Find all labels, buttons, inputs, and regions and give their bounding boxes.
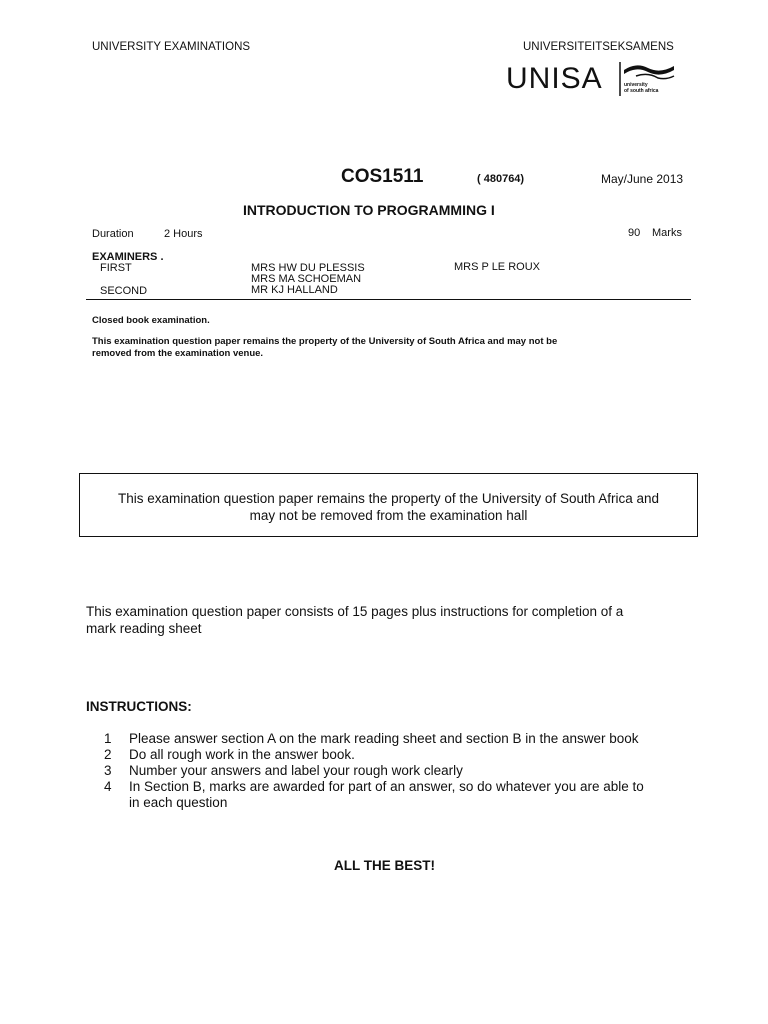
exam-date: May/June 2013 bbox=[601, 172, 684, 186]
instruction-item bbox=[104, 779, 644, 795]
instruction-item bbox=[104, 747, 644, 763]
duration-value: 2 Hours bbox=[164, 228, 203, 240]
instruction-number: 1 bbox=[104, 731, 112, 746]
notice-line1: This examination question paper remains the property of the University of South Africa and bbox=[117, 491, 660, 506]
exam-title: INTRODUCTION TO PROGRAMMING I bbox=[243, 202, 495, 218]
instruction-text: Do all rough work in the answer book. bbox=[129, 747, 355, 762]
header-divider bbox=[86, 299, 691, 300]
instructions-heading: INSTRUCTIONS: bbox=[86, 699, 192, 714]
instruction-text: Number your answers and label your rough work clearly bbox=[129, 763, 463, 778]
marks-label: Marks bbox=[652, 227, 682, 239]
header-left: UNIVERSITY EXAMINATIONS bbox=[92, 41, 251, 53]
logo-mark-icon bbox=[618, 60, 678, 100]
course-code: COS1511 bbox=[341, 166, 424, 187]
examiner-first-1: MRS HW DU PLESSIS bbox=[251, 262, 365, 274]
logo-sub-1: university bbox=[624, 82, 648, 88]
property-notice-box bbox=[79, 473, 698, 537]
instruction-text-continued: in each question bbox=[129, 795, 228, 810]
instruction-number: 2 bbox=[104, 747, 112, 762]
examiner-second: MR KJ HALLAND bbox=[251, 284, 338, 296]
instruction-number: 3 bbox=[104, 763, 112, 778]
instruction-item bbox=[104, 731, 644, 747]
closing-message: ALL THE BEST! bbox=[334, 858, 435, 873]
examiners-second-label: SECOND bbox=[100, 285, 148, 297]
examiner-first-2: MRS MA SCHOEMAN bbox=[251, 273, 362, 285]
closed-book-note: Closed book examination. bbox=[92, 315, 210, 326]
instruction-text: Please answer section A on the mark reading sheet and section B in the answer book bbox=[129, 731, 639, 746]
notice-line2: may not be removed from the examination hall bbox=[249, 508, 528, 523]
instruction-item bbox=[104, 763, 644, 779]
examiners-label: EXAMINERS . bbox=[92, 251, 164, 263]
duration-label: Duration bbox=[92, 228, 134, 240]
property-note-line2: removed from the examination venue. bbox=[92, 348, 264, 359]
instruction-number: 4 bbox=[104, 779, 112, 794]
examiners-first-label: FIRST bbox=[100, 262, 132, 274]
exam-number: ( 480764) bbox=[477, 173, 525, 185]
instructions-list bbox=[104, 731, 644, 811]
logo-sub-2: of south africa bbox=[624, 88, 659, 94]
marks-value: 90 bbox=[628, 227, 641, 239]
examiner-other: MRS P LE ROUX bbox=[454, 261, 540, 273]
pages-line1: This examination question paper consists of 15 pages plus instructions for completion of a bbox=[86, 604, 624, 619]
logo-text: UNISA bbox=[506, 62, 603, 95]
pages-line2: mark reading sheet bbox=[86, 621, 202, 636]
header-right: UNIVERSITEITSEKSAMENS bbox=[523, 41, 674, 53]
instruction-text: In Section B, marks are awarded for part of an answer, so do whatever you are able to bbox=[129, 779, 644, 794]
property-note-line1: This examination question paper remains the property of the University of South Africa and may not be bbox=[92, 336, 558, 347]
instruction-item-continuation bbox=[104, 795, 644, 811]
